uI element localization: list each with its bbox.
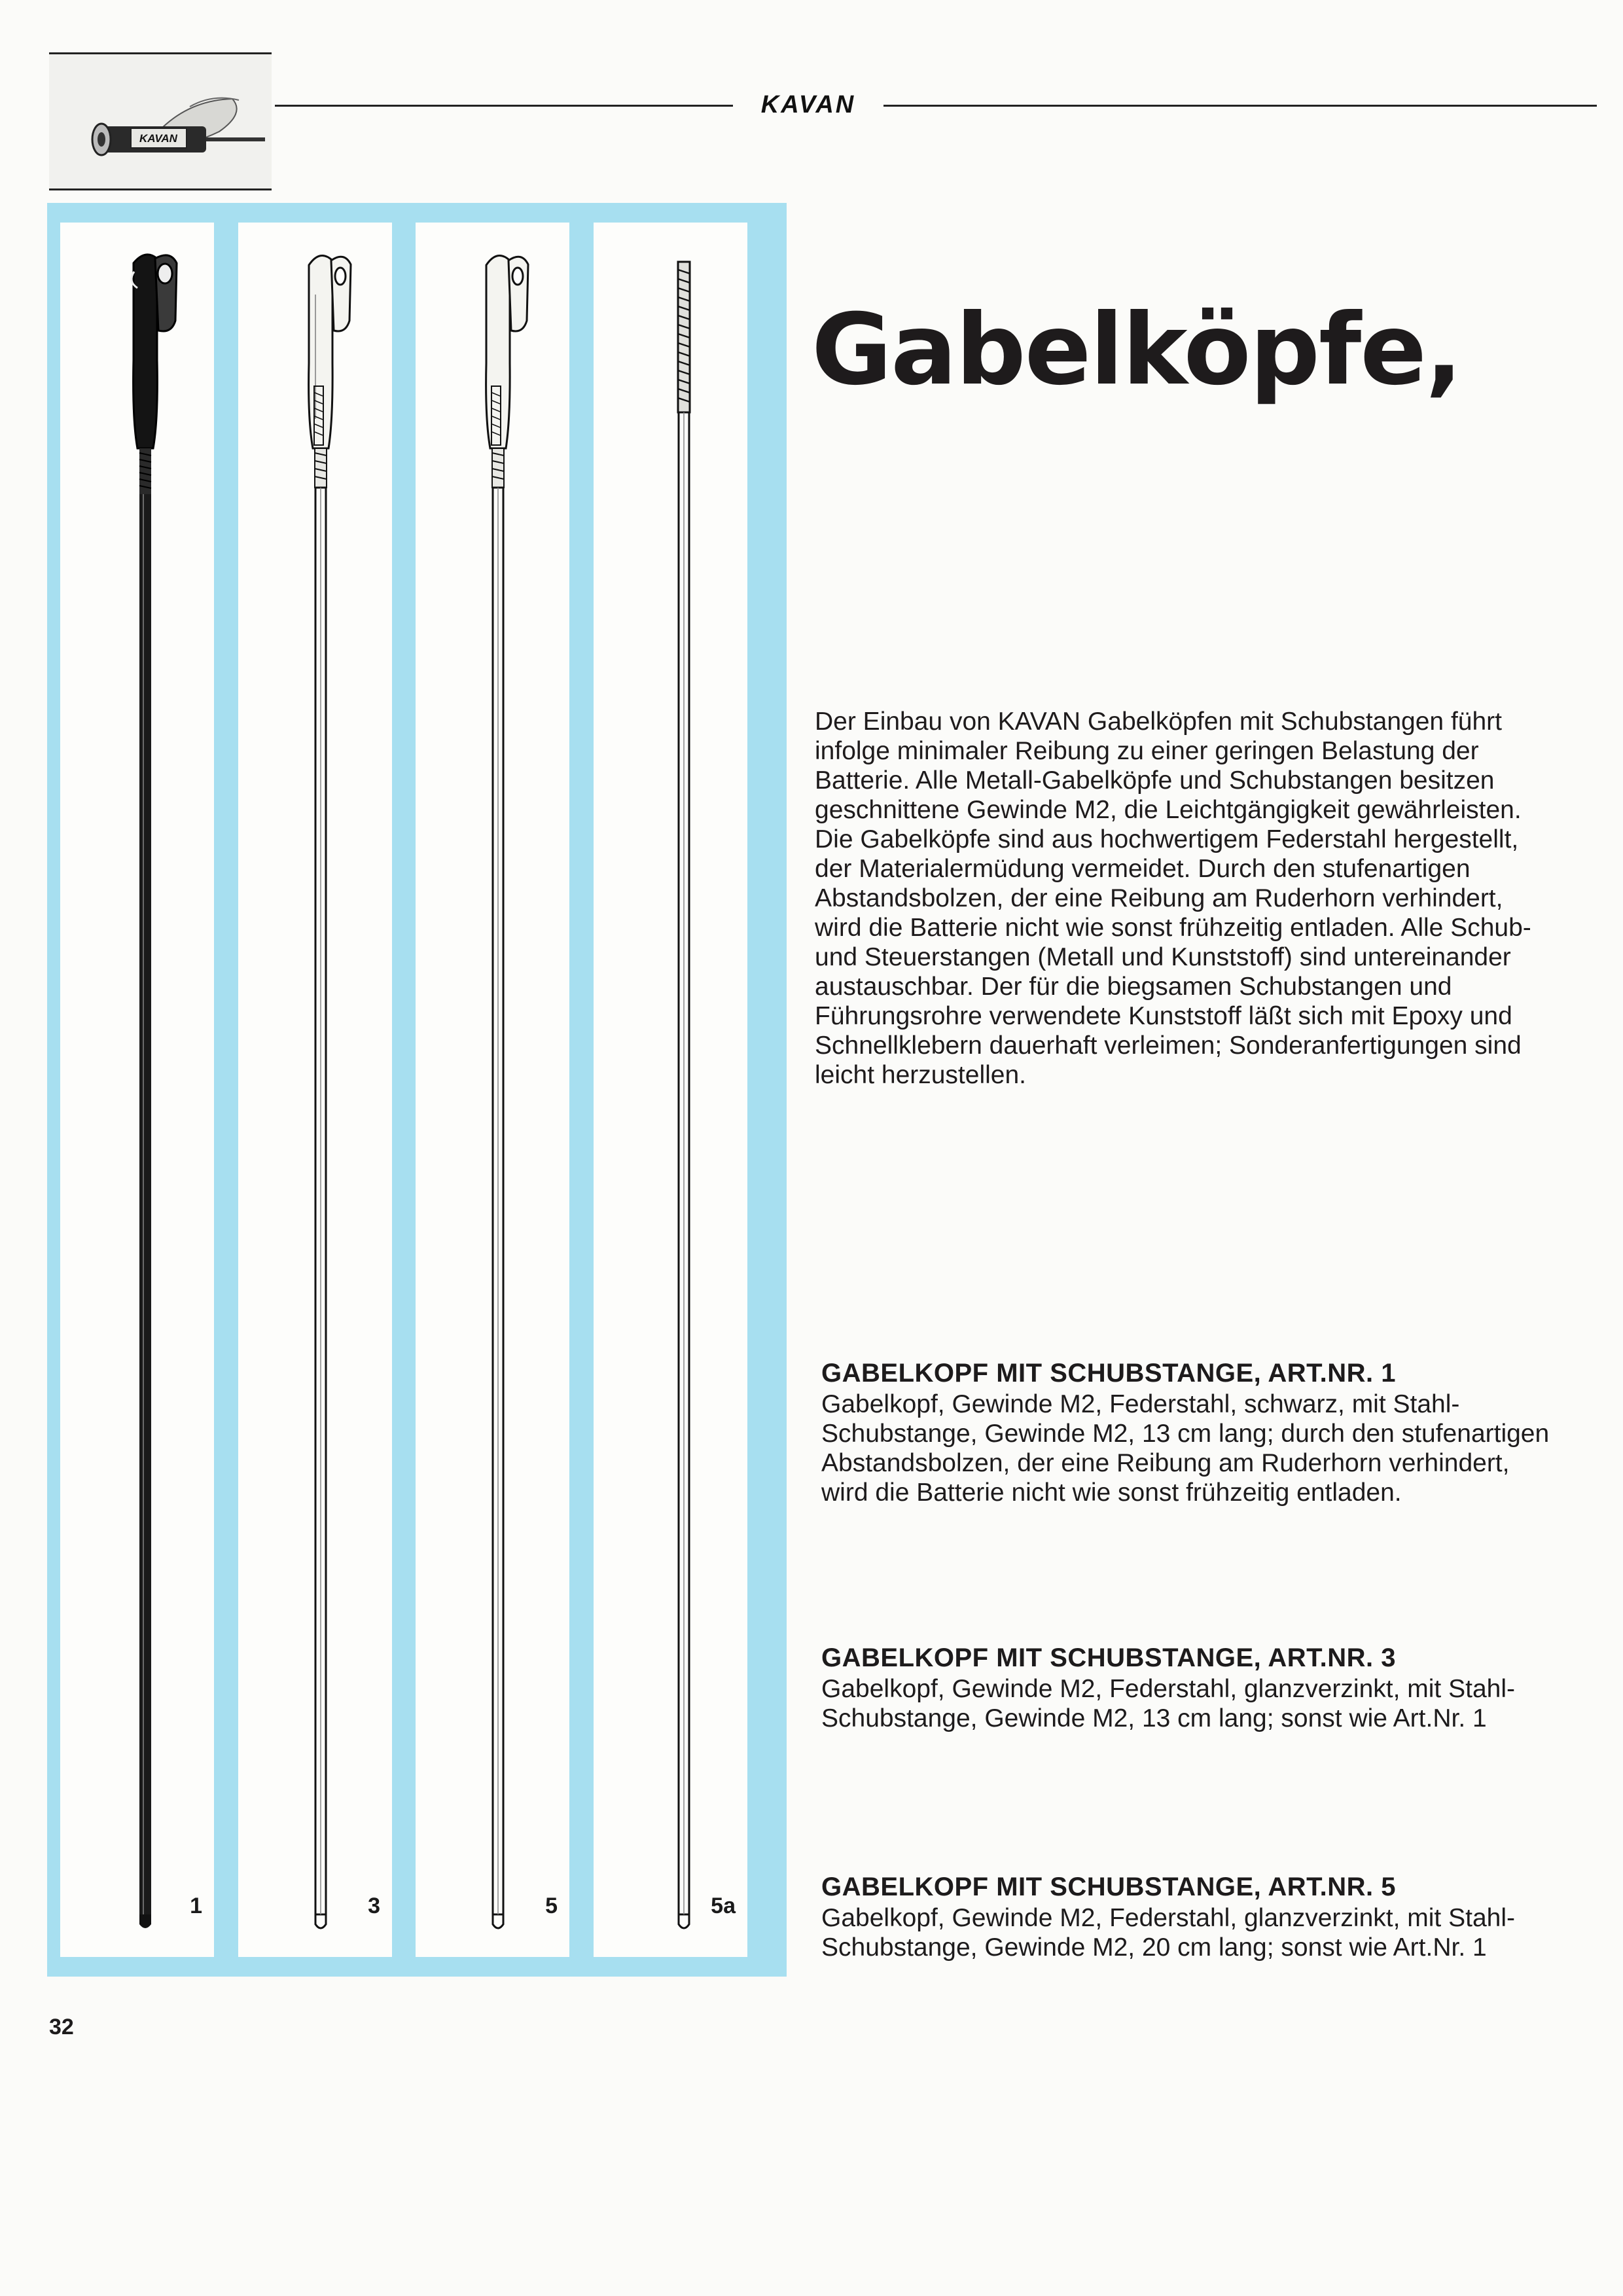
black-clevis-rod-icon bbox=[60, 223, 214, 1957]
zinc-clevis-long-rod-icon bbox=[416, 223, 569, 1957]
product-slot-5 bbox=[416, 223, 569, 1957]
article-text: Gabelkopf, Gewinde M2, Federstahl, schwarz, mit Stahl-Schubstange, Gewinde M2, 13 cm lang; durch den stufenartigen Abstandsbolzen, der eine Reibung am Ruderhorn verhindert, wird die Batterie nicht wie sonst frühzeitig entladen. bbox=[821, 1390, 1550, 1507]
product-slot-3 bbox=[238, 223, 392, 1957]
article-heading: GABELKOPF MIT SCHUBSTANGE, ART.NR. 1 bbox=[821, 1359, 1397, 1388]
product-number: 1 bbox=[190, 1893, 202, 1918]
article-5 bbox=[821, 1872, 1561, 1962]
header-rule-left bbox=[275, 105, 733, 107]
article-text: Gabelkopf, Gewinde M2, Federstahl, glanzverzinkt, mit Stahl-Schubstange, Gewinde M2, 13 cm lang; sonst wie Art.Nr. 1 bbox=[821, 1675, 1515, 1732]
threaded-rod-icon bbox=[594, 223, 747, 1957]
zinc-clevis-rod-icon bbox=[238, 223, 392, 1957]
brand-logo: KAVAN bbox=[760, 91, 856, 118]
article-1 bbox=[821, 1358, 1561, 1507]
thumbnail-brand: KAVAN bbox=[139, 132, 177, 145]
header-rule-right bbox=[883, 105, 1597, 107]
product-slot-1 bbox=[60, 223, 214, 1957]
product-panel bbox=[47, 203, 787, 1977]
page-number: 32 bbox=[49, 2015, 74, 2039]
article-text: Gabelkopf, Gewinde M2, Federstahl, glanzverzinkt, mit Stahl-Schubstange, Gewinde M2, 20 cm lang; sonst wie Art.Nr. 1 bbox=[821, 1904, 1515, 1962]
article-3 bbox=[821, 1643, 1561, 1733]
article-heading: GABELKOPF MIT SCHUBSTANGE, ART.NR. 5 bbox=[821, 1873, 1397, 1901]
product-number: 5 bbox=[545, 1893, 558, 1918]
intro-paragraph: Der Einbau von KAVAN Gabelköpfen mit Schubstangen führt infolge minimaler Reibung zu einer geringen Belastung der Batterie. Alle Metall-Gabelköpfe und Schubstangen besitzen geschnittene Gewinde M2, die Leichtgängigkeit gewährleisten. Die Gabelköpfe sind aus hochwertigem Federstahl hergestellt, der Materialermüdung vermeidet. Durch den stufenartigen Abstandsbolzen, der eine Reibung am Ruderhorn verhindert, wird die Batterie nicht wie sonst frühzeitig entladen. Alle Schub- und Steuerstangen (Metall und Kunststoff) sind untereinander austauschbar. Der für die biegsamen Schubstangen und Führungsrohre verwendete Kunststoff läßt sich mit Epoxy und Schnellklebern dauerhaft verleimen; Sonderanfertigungen sind leicht herzustellen. bbox=[815, 708, 1531, 1089]
page-title: Gabelköpfe, bbox=[812, 293, 1461, 407]
header-thumbnail bbox=[49, 52, 272, 190]
product-slot-5a bbox=[594, 223, 747, 1957]
product-number: 3 bbox=[368, 1893, 380, 1918]
article-heading: GABELKOPF MIT SCHUBSTANGE, ART.NR. 3 bbox=[821, 1643, 1397, 1672]
clevis-in-hand-icon bbox=[49, 54, 272, 188]
product-number: 5a bbox=[711, 1893, 736, 1918]
